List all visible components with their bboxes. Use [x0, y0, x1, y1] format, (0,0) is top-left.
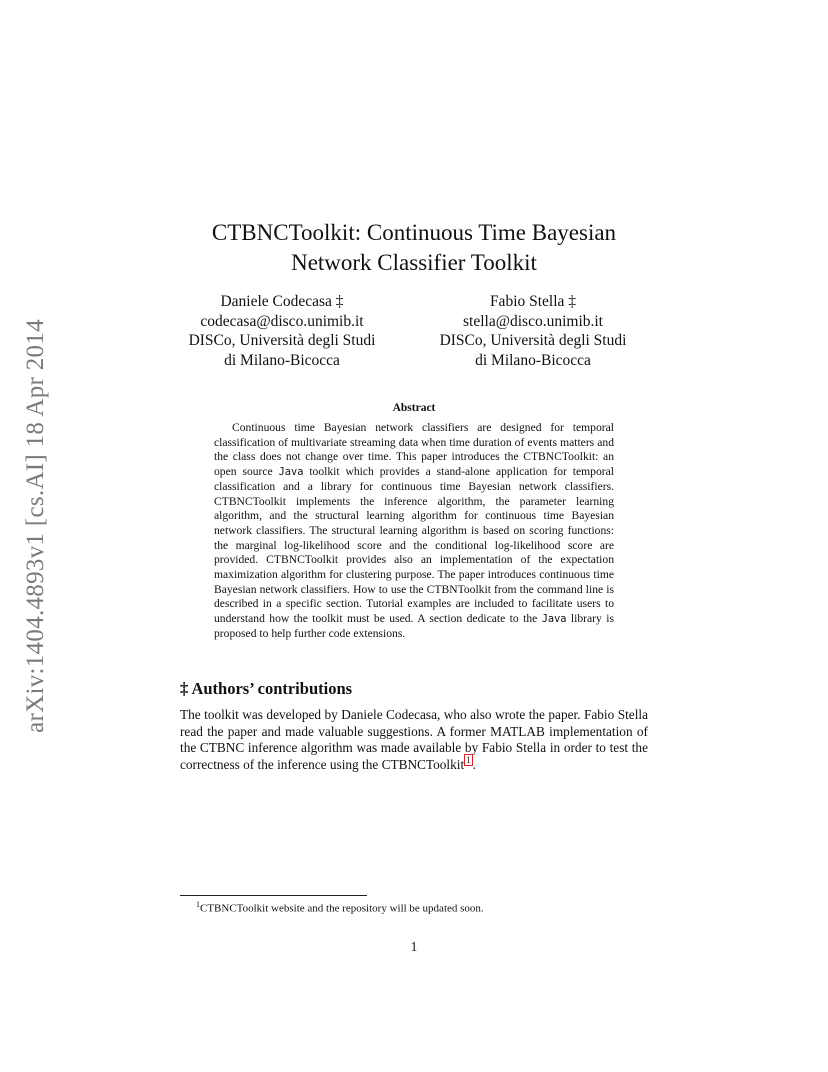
code-term: Java [278, 466, 304, 479]
abstract-body [214, 421, 614, 642]
arxiv-sidebar-stamp: arXiv:1404.4893v1 [cs.AI] 18 Apr 2014 [22, 319, 49, 733]
page-number: 1 [410, 939, 418, 954]
paper-title [0, 218, 828, 278]
abstract-text: toolkit which provides a stand-alone application for temporal classification and a library for continuous time Bayesian network classifiers. CTBNCToolkit implements the inference algorithm, the parameter learning algorithm, and the structural learning algorithm for continuous time Bayesian network classifiers. The structural learning algorithm is based on scoring functions: the marginal log-likelihood score and the conditional log-likelihood score are provided. CTBNCToolkit provides also an implementation of the expectation maximization algorithm for clustering purpose. The paper introduces continuous time Bayesian network classifiers. How to use the CTBNToolkit from the command line is described in a specific section. Tutorial examples are included to facilitate users to understand how the toolkit must be used. A section dedicate to the [214, 465, 615, 626]
abstract-text: library is proposed to help further code extensions. [214, 612, 614, 640]
footnote [196, 900, 484, 915]
author-name: Fabio Stella ‡ [489, 293, 577, 310]
contributions-body [180, 707, 648, 773]
footnote-text: CTBNCToolkit website and the repository will be updated soon. [200, 902, 484, 915]
abstract-text: Continuous time Bayesian network classifiers are designed for temporal classification of multivariate streaming data when time duration of events matters and the class does not change over time. This paper introduces the CTBNCToolkit: an open source [214, 421, 614, 479]
code-term: Java [541, 613, 567, 626]
author-email[interactable]: stella@disco.unimib.it [463, 312, 603, 330]
contributions-text: The toolkit was developed by Daniele Codecasa, who also wrote the paper. Fabio Stella read the paper and made valuable suggestions. A former MATLAB implementation of the CTBNC inference algorithm was made available by Fabio Stella in order to test the correctness of the inference using the CTBNCToolkit [180, 707, 648, 772]
author-affiliation: di Milano-Bicocca [224, 351, 340, 369]
contributions-end: . [472, 756, 476, 772]
footnote-link[interactable]: 1 [466, 755, 471, 766]
author-affiliation: DISCo, Università degli Studi [188, 332, 376, 349]
author-affiliation: di Milano-Bicocca [475, 351, 591, 369]
author-block-1 [184, 292, 380, 370]
author-email[interactable]: codecasa@disco.unimib.it [200, 312, 364, 330]
footnote-marker: 1 [196, 900, 200, 909]
title-line-1: CTBNCToolkit: Continuous Time Bayesian [211, 220, 617, 245]
footnote-rule [180, 895, 367, 896]
abstract-heading: Abstract [392, 402, 436, 414]
section-heading-contributions: ‡ Authors’ contributions [180, 679, 353, 698]
author-affiliation: DISCo, Università degli Studi [439, 332, 627, 349]
author-block-2 [424, 292, 642, 370]
title-line-2: Network Classifier Toolkit [291, 250, 537, 275]
author-name: Daniele Codecasa ‡ [220, 293, 344, 310]
